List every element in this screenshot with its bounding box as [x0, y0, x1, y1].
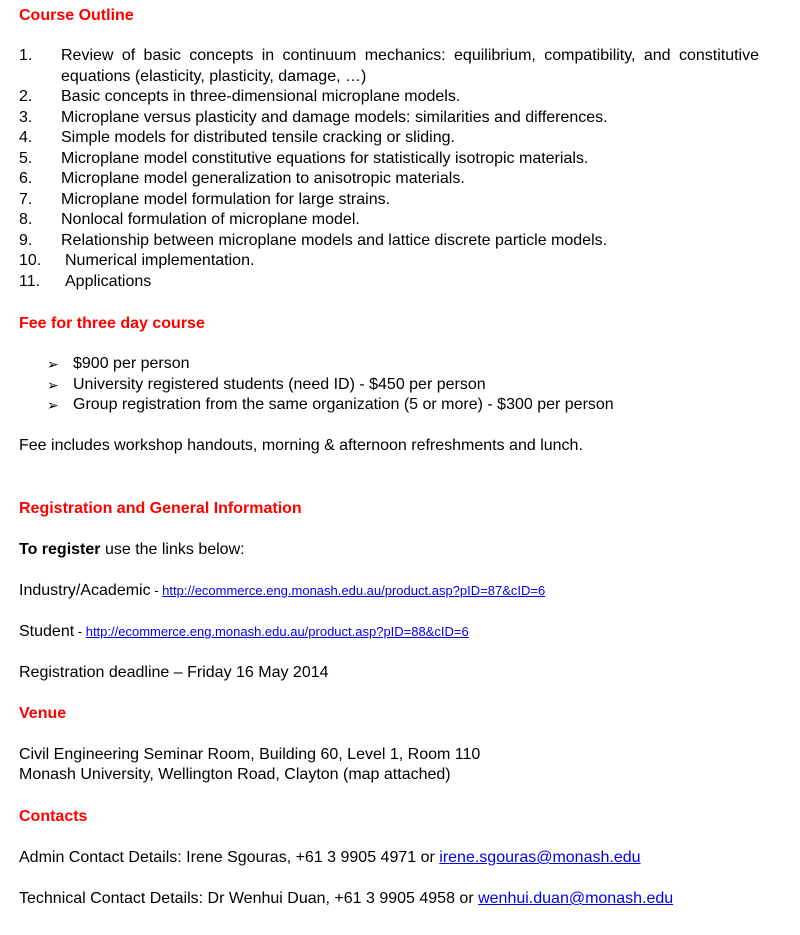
outline-item	[19, 190, 759, 211]
industry-line	[19, 581, 759, 601]
fee-heading: Fee for three day course	[19, 315, 205, 332]
industry-label: Industry/Academic	[19, 582, 151, 599]
tech-email-link[interactable]: wenhui.duan@monash.edu	[478, 890, 674, 907]
outline-item	[19, 46, 759, 87]
course-outline-list-wrap	[19, 46, 759, 292]
fee-item	[47, 375, 759, 396]
register-rest-text: use the links below:	[100, 541, 245, 558]
course-outline-heading: Course Outline	[19, 7, 134, 24]
tech-contact-line	[19, 889, 759, 909]
student-label: Student	[19, 623, 75, 640]
student-link-line	[19, 622, 759, 642]
outline-item-text: Review of basic concepts in continuum mechanics: equilibrium, compatibility, and constitutive equations (elasticity, plasticity, damage, …)	[61, 47, 759, 85]
outline-item-text: Nonlocal formulation of microplane model.	[61, 211, 360, 228]
admin-email-link[interactable]: irene.sgouras@monash.edu	[439, 849, 641, 866]
outline-item-text: Numerical implementation.	[65, 252, 255, 269]
venue-line-1: Civil Engineering Seminar Room, Building 60, Level 1, Room 110	[19, 746, 481, 763]
outline-item	[19, 128, 759, 149]
tech-contact	[19, 889, 759, 909]
arrow-bullet-icon: ➢	[47, 376, 59, 393]
outline-item-text: Basic concepts in three-dimensional microplane models.	[61, 88, 461, 105]
student-registration-link[interactable]: http://ecommerce.eng.monash.edu.au/product.asp?pID=88&cID=6	[85, 624, 469, 639]
outline-item-number: 9.	[19, 231, 33, 249]
outline-item	[19, 149, 759, 170]
outline-item-text: Applications	[65, 272, 152, 290]
outline-item-number: 11.	[19, 272, 41, 290]
contacts-heading: Contacts	[19, 808, 88, 825]
outline-item	[19, 251, 759, 272]
registration-section	[19, 499, 759, 519]
outline-item-number: 6.	[19, 170, 33, 187]
outline-item	[19, 87, 759, 108]
outline-item	[19, 272, 759, 293]
arrow-bullet-icon: ➢	[47, 397, 59, 413]
outline-item-number: 3.	[19, 108, 33, 126]
industry-registration-link[interactable]: http://ecommerce.eng.monash.edu.au/product.asp?pID=87&cID=6	[162, 583, 546, 598]
registration-heading: Registration and General Information	[19, 500, 302, 517]
outline-item-number: 2.	[19, 88, 33, 105]
tech-contact-text: Technical Contact Details: Dr Wenhui Duan, +61 3 9905 4958 or	[19, 890, 479, 907]
course-outline-section	[19, 6, 759, 26]
contacts-section	[19, 807, 759, 827]
arrow-bullet-icon: ➢	[47, 356, 59, 372]
fee-item-text: University registered students (need ID) - $450 per person	[73, 375, 486, 393]
student-line	[19, 622, 759, 642]
outline-item-number: 8.	[19, 211, 33, 228]
outline-item-number: 10.	[19, 252, 42, 269]
fee-section	[19, 314, 759, 334]
outline-item-text: Simple models for distributed tensile cracking or sliding.	[61, 129, 455, 146]
outline-item	[19, 231, 759, 252]
outline-item-text: Microplane model constitutive equations for statistically isotropic materials.	[61, 149, 589, 167]
outline-item-number: 5.	[19, 149, 33, 167]
fee-item	[47, 395, 759, 416]
outline-item-text: Microplane model formulation for large strains.	[61, 190, 391, 208]
outline-item-text: Microplane model generalization to anisotropic materials.	[61, 170, 465, 187]
register-instructions	[19, 540, 759, 560]
admin-contact-text: Admin Contact Details: Irene Sgouras, +61 3 9905 4971 or	[19, 849, 440, 866]
admin-contact-line	[19, 848, 759, 868]
venue-heading: Venue	[19, 705, 67, 722]
fee-list-wrap	[19, 354, 759, 416]
industry-separator: -	[150, 583, 163, 598]
industry-link-line	[19, 581, 759, 601]
admin-contact	[19, 848, 759, 868]
outline-item-number: 7.	[19, 190, 33, 208]
outline-item-text: Relationship between microplane models and lattice discrete particle models.	[61, 231, 608, 249]
deadline-line	[19, 663, 759, 683]
venue-section	[19, 704, 759, 724]
fee-includes-wrap	[19, 436, 759, 456]
outline-item	[19, 108, 759, 129]
outline-item-number: 1.	[19, 47, 33, 64]
student-separator: -	[74, 624, 86, 639]
fee-item-text: Group registration from the same organization (5 or more) - $300 per person	[73, 396, 614, 413]
fee-item-text: $900 per person	[73, 355, 190, 372]
outline-item	[19, 210, 759, 231]
fee-list	[19, 354, 759, 416]
outline-item-number: 4.	[19, 129, 33, 146]
venue-details	[19, 745, 759, 785]
course-outline-list	[19, 46, 759, 292]
fee-includes-text: Fee includes workshop handouts, morning & afternoon refreshments and lunch.	[19, 437, 583, 454]
venue-line-2: Monash University, Wellington Road, Clayton (map attached)	[19, 766, 451, 783]
outline-item	[19, 169, 759, 190]
registration-deadline: Registration deadline – Friday 16 May 2014	[19, 664, 329, 681]
fee-item	[47, 354, 759, 375]
register-line	[19, 540, 759, 560]
outline-item-text: Microplane versus plasticity and damage models: similarities and differences.	[61, 108, 608, 126]
register-bold-label: To register	[19, 541, 101, 558]
